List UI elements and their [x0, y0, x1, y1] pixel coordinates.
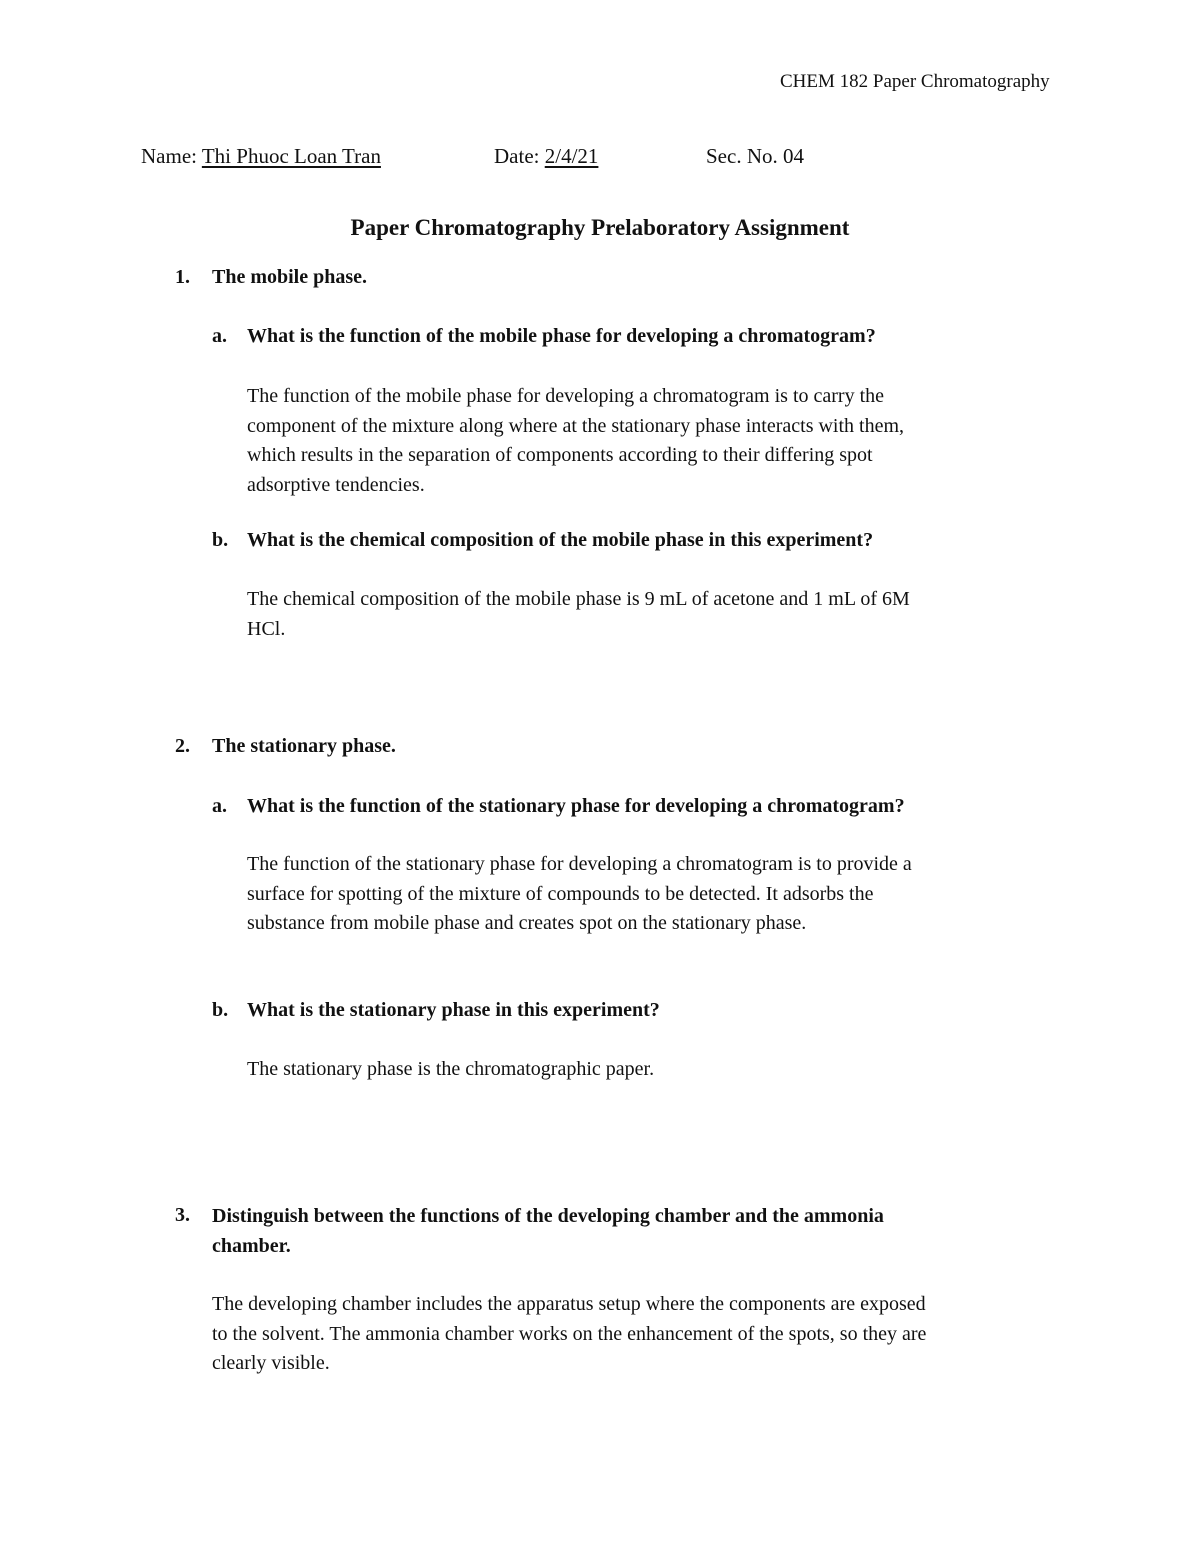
answer-3 — [212, 1290, 926, 1379]
date-value: 2/4/21 — [544, 144, 599, 168]
document-title: Paper Chromatography Prelaboratory Assignment — [350, 215, 850, 240]
answer-line: to the solvent. The ammonia chamber works on the enhancement of the spots, so they are — [212, 1322, 927, 1345]
name-value: Thi Phuoc Loan Tran — [201, 144, 381, 168]
answer-line: surface for spotting of the mixture of compounds to be detected. It adsorbs the — [247, 882, 874, 905]
answer-line: which results in the separation of components according to their differing spot — [247, 444, 873, 466]
question-2b-text: What is the stationary phase in this experiment? — [247, 999, 660, 1021]
question-1a-letter: a. — [212, 325, 227, 347]
date-field — [494, 144, 598, 169]
question-2a-text: What is the function of the stationary phase for developing a chromatogram? — [247, 795, 905, 817]
answer-line: substance from mobile phase and creates spot on the stationary phase. — [247, 912, 807, 934]
answer-2b — [247, 1055, 654, 1085]
question-1b-text: What is the chemical composition of the mobile phase in this experiment? — [247, 529, 874, 551]
answer-line: The function of the mobile phase for developing a chromatogram is to carry the — [247, 385, 885, 407]
question-1-heading: The mobile phase. — [212, 266, 368, 288]
answer-line: The function of the stationary phase for developing a chromatogram is to provide a — [247, 853, 912, 875]
answer-line: clearly visible. — [212, 1352, 330, 1374]
answer-1b — [247, 585, 910, 644]
question-2a-letter: a. — [212, 795, 227, 817]
question-3-number: 3. — [175, 1204, 190, 1226]
question-2b-letter: b. — [212, 999, 229, 1021]
answer-line: The developing chamber includes the apparatus setup where the components are exposed — [212, 1293, 926, 1315]
answer-line: HCl. — [247, 617, 286, 640]
question-1b-letter: b. — [212, 529, 229, 551]
running-header: CHEM 182 Paper Chromatography — [780, 71, 1050, 92]
answer-1a — [247, 382, 904, 500]
answer-2a — [247, 850, 912, 939]
question-line: Distinguish between the functions of the developing chamber and the ammonia — [212, 1205, 884, 1227]
answer-line: The chemical composition of the mobile phase is 9 mL of acetone and 1 mL of 6M — [247, 588, 910, 610]
answer-line: The stationary phase is the chromatographic paper. — [247, 1058, 655, 1080]
date-label: Date: — [494, 144, 540, 168]
question-2-number: 2. — [175, 735, 190, 757]
name-field — [141, 144, 381, 169]
question-2-heading: The stationary phase. — [212, 735, 396, 757]
question-1-number: 1. — [175, 266, 190, 288]
answer-line: component of the mixture along where at the stationary phase interacts with them, — [247, 414, 905, 437]
question-3-heading — [212, 1202, 884, 1261]
question-line: chamber. — [212, 1234, 291, 1257]
question-1a-text: What is the function of the mobile phase for developing a chromatogram? — [247, 325, 876, 347]
section-number: Sec. No. 04 — [706, 144, 804, 168]
answer-line: adsorptive tendencies. — [247, 473, 425, 496]
name-label: Name: — [141, 144, 197, 168]
